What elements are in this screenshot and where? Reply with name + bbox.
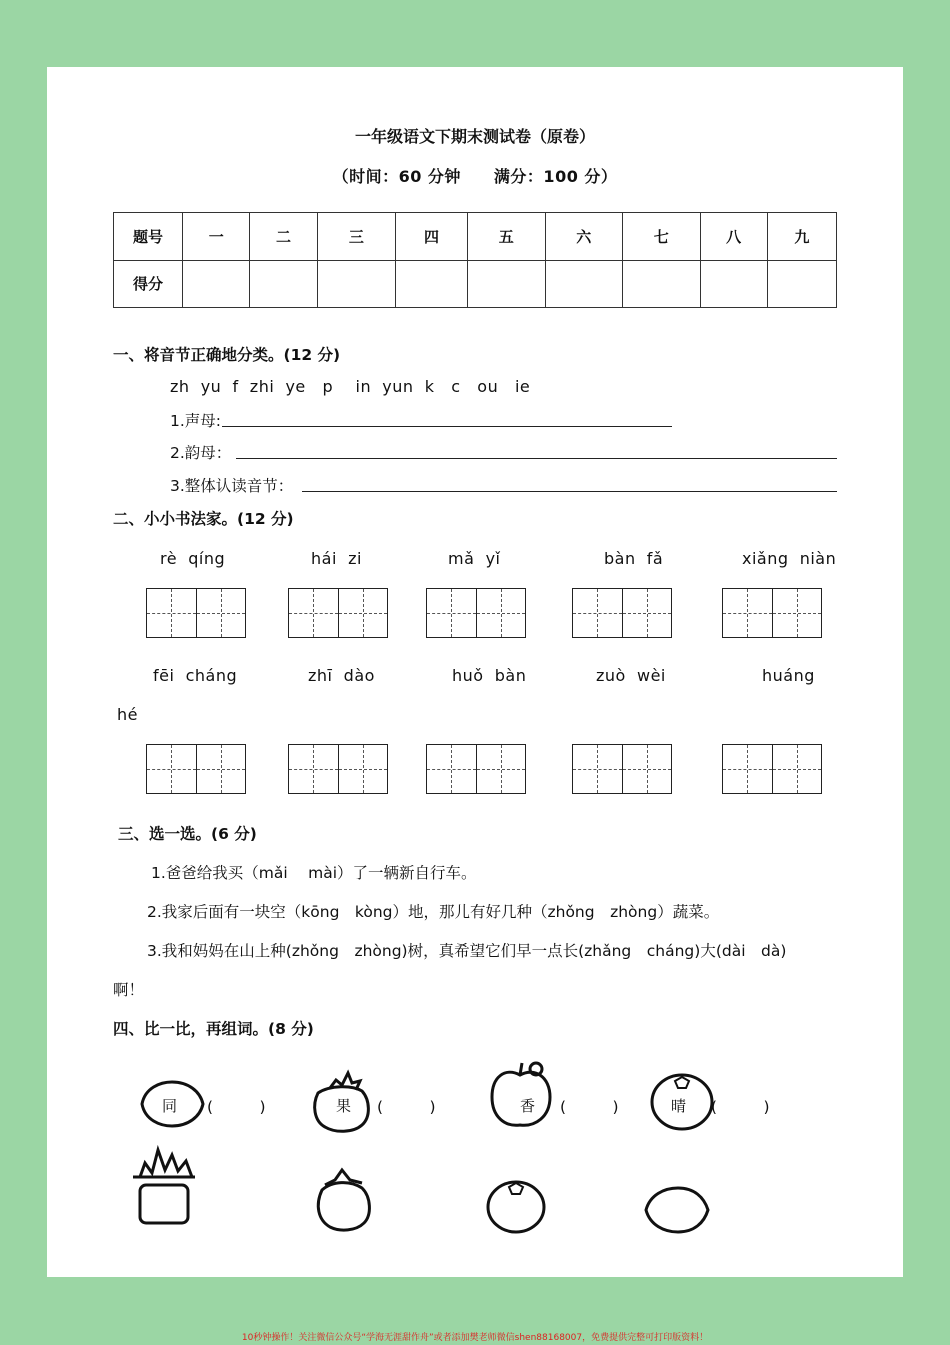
fruit-char: 果: [336, 1097, 352, 1115]
footer-note: 10秒钟操作！关注微信公众号“学海无涯甜作舟”或者添加樊老师微信shen88168007，免费提供完整可打印版资料！: [241, 1333, 709, 1343]
table-row: [114, 260, 837, 308]
question-3: 3.我和妈妈在山上种(zhǒng zhòng)树，真希望它们早一点长(zhǎng cháng)大(dài dà): [147, 942, 787, 960]
fruit-char: 香: [520, 1097, 536, 1115]
section4-heading: 四、比一比，再组词。(8 分): [113, 1020, 314, 1038]
section1-heading: 一、将音节正确地分类。(12 分): [113, 346, 341, 364]
q1-label: 1.声母:: [170, 412, 222, 430]
question-3-wrap: 啊！: [113, 981, 145, 999]
writing-grid[interactable]: [426, 744, 526, 794]
syllable-list: zh yu f zhi ye p in yun k c ou ie: [170, 377, 531, 396]
table-header-cell: 得分: [114, 260, 183, 308]
answer-blank[interactable]: ( ): [377, 1098, 436, 1116]
exam-time-score: （时间：60 分钟 满分：100 分）: [332, 167, 618, 186]
score-cell[interactable]: [396, 260, 468, 308]
q3-label: 3.整体认读音节：: [170, 477, 294, 495]
fruit-char: 同: [162, 1097, 178, 1115]
table-header-cell: 六: [545, 213, 623, 261]
pinyin-label: mǎ yǐ: [448, 549, 501, 568]
writing-grid[interactable]: [146, 588, 246, 638]
table-header-cell: 题号: [114, 213, 183, 261]
orange-icon: [488, 1182, 544, 1232]
pinyin-label: huǒ bàn: [452, 666, 527, 685]
writing-grid[interactable]: [288, 744, 388, 794]
writing-grid[interactable]: [572, 588, 672, 638]
score-cell[interactable]: [623, 260, 701, 308]
lemon-icon: [646, 1188, 708, 1232]
score-cell[interactable]: [468, 260, 546, 308]
q2-label: 2.韵母：: [170, 444, 232, 462]
score-cell[interactable]: [250, 260, 317, 308]
writing-grid[interactable]: [426, 588, 526, 638]
question-2: 2.我家后面有一块空（kōng kòng）地，那儿有好几种（zhǒng zhòng）蔬菜。: [147, 903, 720, 921]
table-header-cell: 一: [183, 213, 250, 261]
table-row: [114, 213, 837, 261]
pineapple-icon: [133, 1150, 195, 1223]
pinyin-label: hé: [117, 705, 138, 724]
pinyin-label: hái zi: [311, 549, 362, 568]
writing-grid[interactable]: [572, 744, 672, 794]
score-table: [113, 212, 837, 308]
answer-line[interactable]: [302, 491, 837, 492]
score-cell[interactable]: [767, 260, 836, 308]
table-header-cell: 五: [468, 213, 546, 261]
answer-blank[interactable]: ( ): [207, 1098, 266, 1116]
pinyin-label: bàn fǎ: [604, 549, 664, 568]
table-header-cell: 三: [317, 213, 395, 261]
pinyin-label: rè qíng: [160, 549, 226, 568]
answer-blank[interactable]: ( ): [711, 1098, 770, 1116]
score-cell[interactable]: [183, 260, 250, 308]
pinyin-label: zhī dào: [308, 666, 375, 685]
table-header-cell: 九: [767, 213, 836, 261]
section2-heading: 二、小小书法家。(12 分): [113, 510, 294, 528]
pinyin-label: huáng: [762, 666, 815, 685]
table-header-cell: 四: [396, 213, 468, 261]
table-header-cell: 八: [700, 213, 767, 261]
pinyin-label: zuò wèi: [596, 666, 666, 685]
answer-line[interactable]: [236, 458, 837, 459]
answer-line[interactable]: [222, 426, 672, 427]
page-title: 一年级语文下期末测试卷（原卷）: [354, 127, 595, 146]
fruit-illustrations: [0, 1055, 950, 1245]
writing-grid[interactable]: [722, 588, 822, 638]
question-1: 1.爸爸给我买（mǎi mài）了一辆新自行车。: [151, 864, 477, 882]
pinyin-label: xiǎng niàn: [742, 549, 837, 568]
writing-grid[interactable]: [146, 744, 246, 794]
writing-grid[interactable]: [722, 744, 822, 794]
pinyin-label: fēi cháng: [153, 666, 238, 685]
score-cell[interactable]: [700, 260, 767, 308]
writing-grid[interactable]: [288, 588, 388, 638]
section3-heading: 三、选一选。(6 分): [118, 825, 257, 843]
fruit-char: 晴: [671, 1097, 687, 1115]
table-header-cell: 七: [623, 213, 701, 261]
score-cell[interactable]: [545, 260, 623, 308]
table-header-cell: 二: [250, 213, 317, 261]
score-cell[interactable]: [317, 260, 395, 308]
answer-blank[interactable]: ( ): [560, 1098, 619, 1116]
persimmon-icon: [318, 1170, 369, 1230]
